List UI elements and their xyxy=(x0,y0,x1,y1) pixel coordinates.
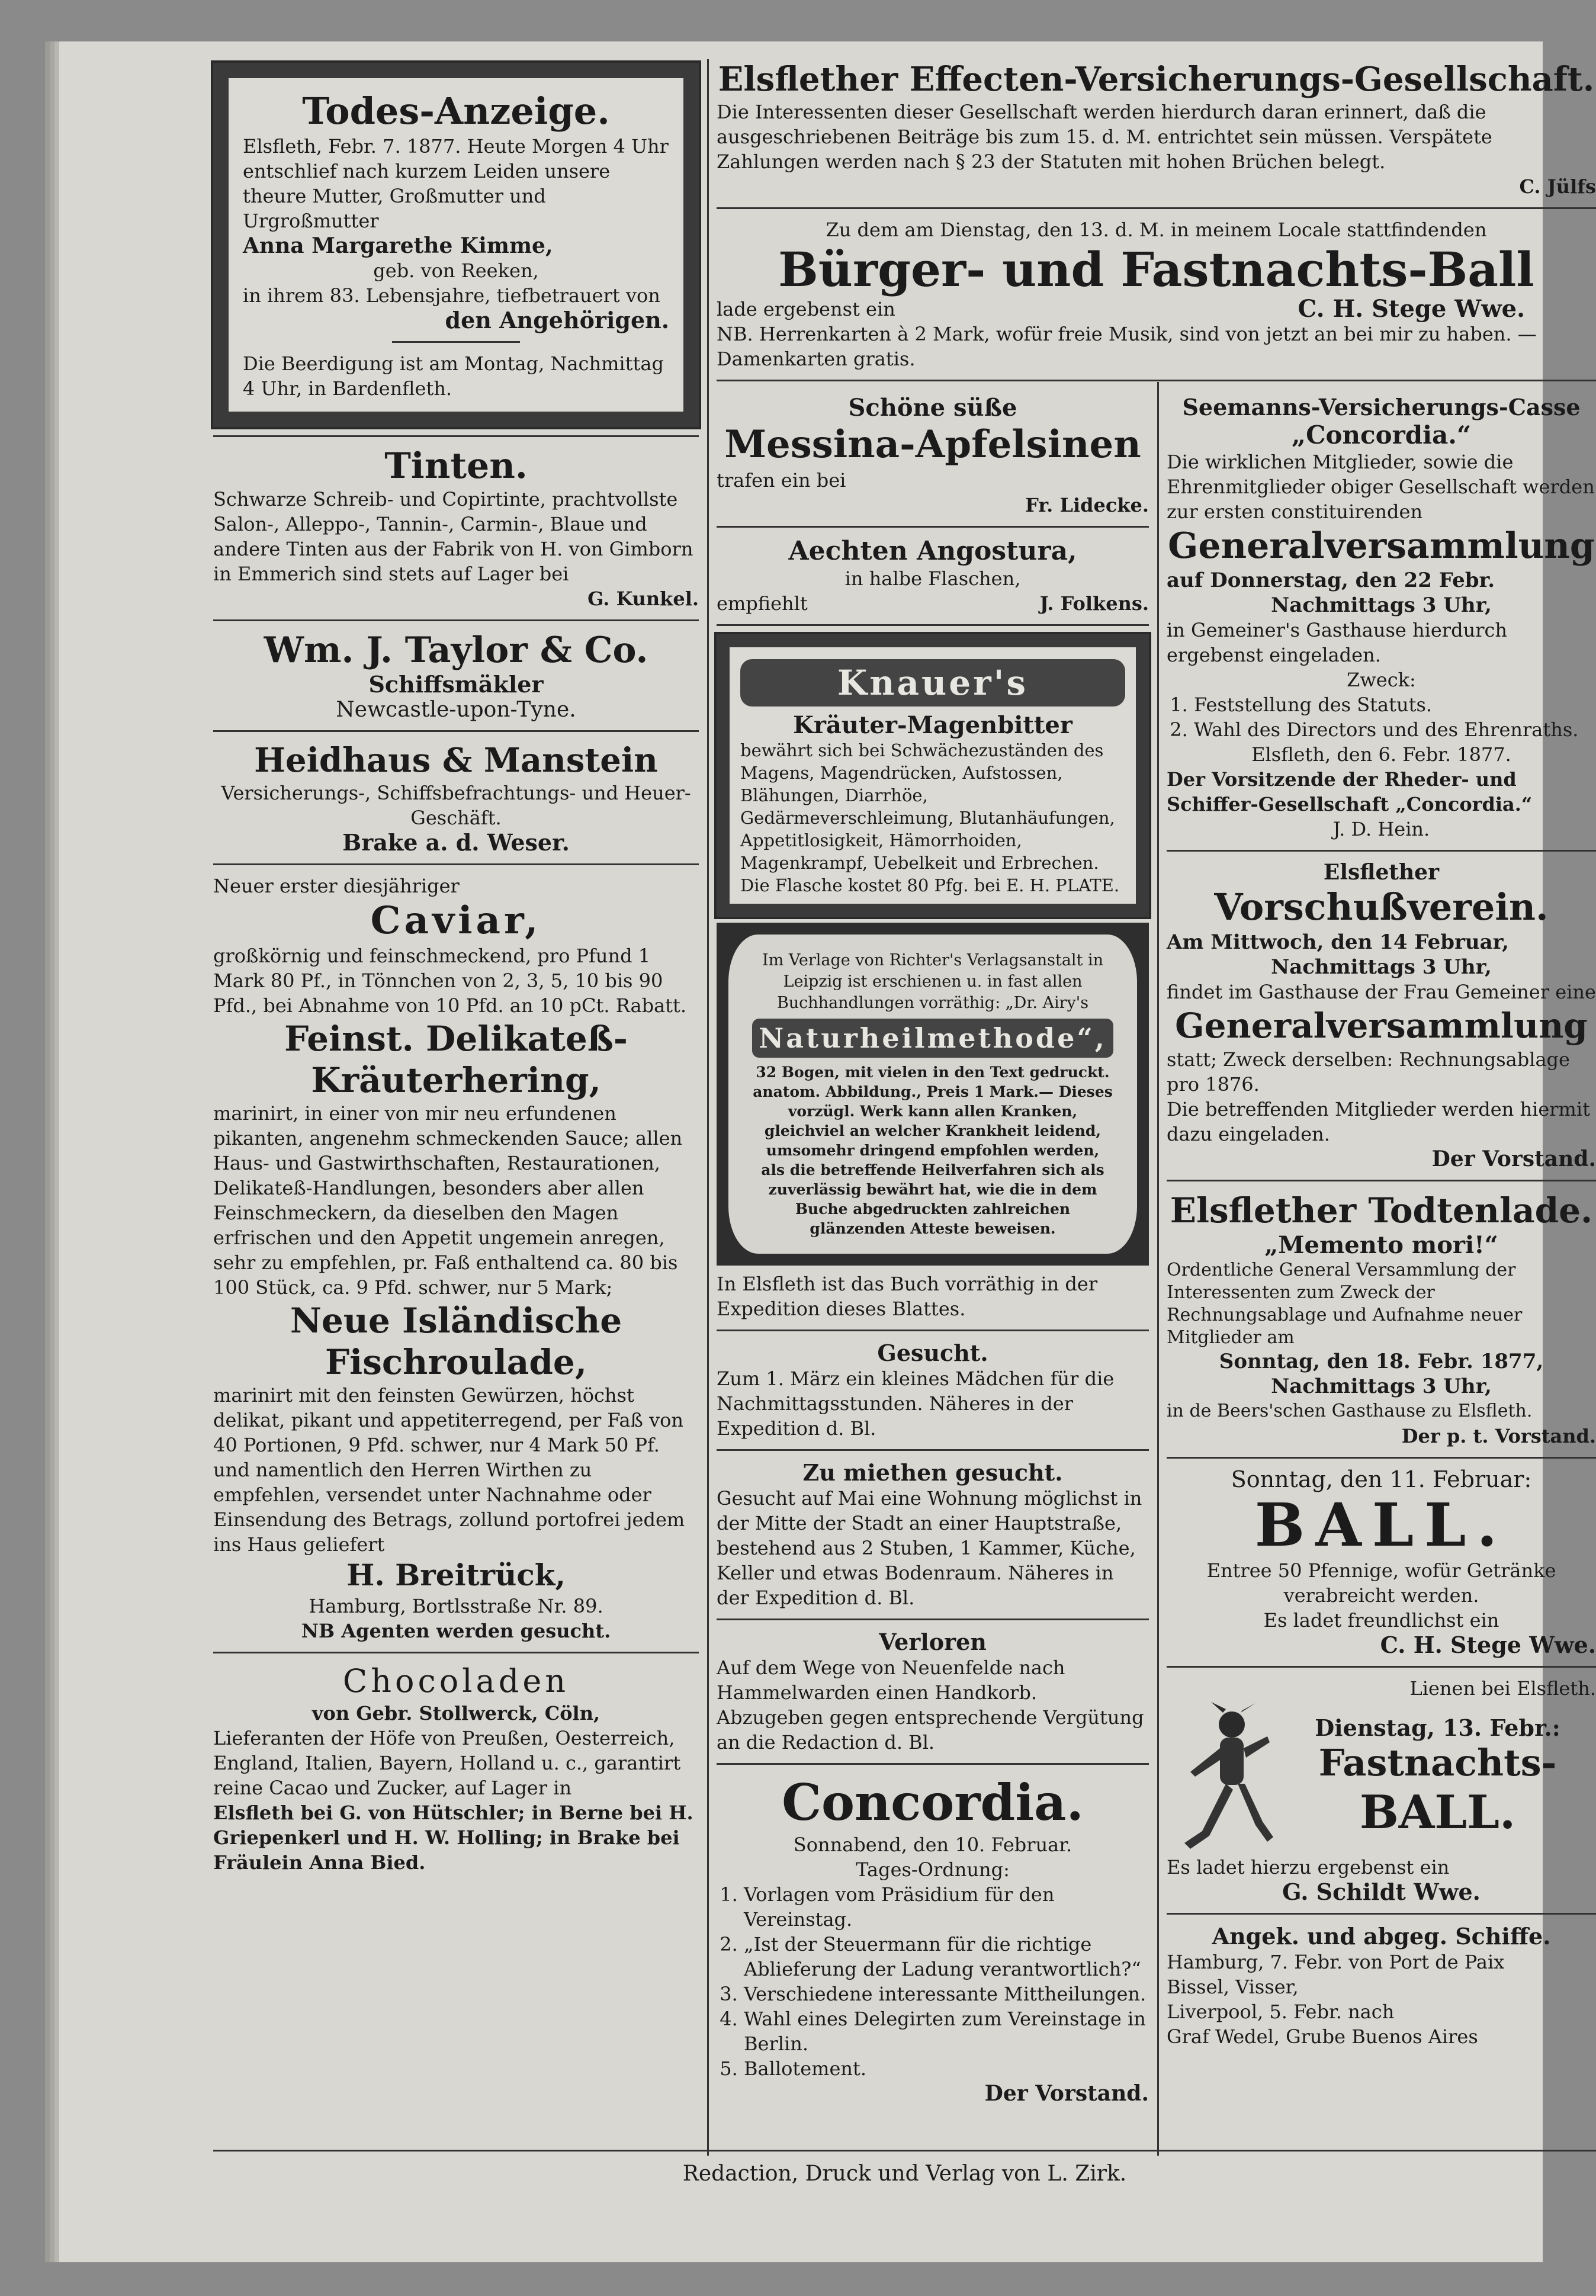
footer-imprint: Redaction, Druck und Verlag von L. Zirk. xyxy=(682,2162,1127,2186)
schiffe-row: Bissel, Visser, xyxy=(1167,1976,1299,1998)
column-left xyxy=(213,59,699,1875)
todes-anzeige xyxy=(213,63,699,427)
lienen-invite: Es ladet hierzu ergebenst ein xyxy=(1167,1856,1450,1878)
vorschuss-body3: Die betreffenden Mitglieder werden hiermit dazu eingeladen. xyxy=(1167,1098,1590,1145)
todtenlade-motto: „Memento mori!“ xyxy=(1264,1231,1498,1259)
airy-body: 32 Bogen, mit vielen in den Text gedruckt. anatom. Abbildung., Preis 1 Mark.— Dieses vorzügl. Werk kann allen Kranken, gleichviel an welcher Krankheit leidend, umsomehr dringend empfohlen werden, als die betreffende Heilverfahren sich als zuverlässig bewährt hat, wie die in dem Buche abgedruckten zahlreichen glänzenden Atteste beweisen. xyxy=(753,1064,1113,1237)
todes-name: Anna Margarethe Kimme, xyxy=(243,233,553,258)
messina-title: Messina-Apfelsinen xyxy=(724,422,1141,467)
verloren-title: Verloren xyxy=(879,1629,987,1655)
todtenlade-body: Ordentliche General Versammlung der Interessenten zum Zweck der Rechnungsablage und Aufnahme neuer Mitglieder am xyxy=(1167,1260,1523,1348)
heidhaus-ad xyxy=(213,740,699,855)
schiffe-title: Angek. und abgeg. Schiffe. xyxy=(1212,1923,1551,1950)
hering-ad xyxy=(213,1018,699,1300)
vorschuss-date1: Am Mittwoch, den 14 Februar, xyxy=(1167,930,1509,954)
choco-title: Chocoladen xyxy=(342,1662,570,1700)
concordia-items xyxy=(717,1882,1149,2081)
messina-intro: Schöne süße xyxy=(848,394,1017,422)
hering-title2: Kräuterhering, xyxy=(311,1060,601,1100)
ball-sonntag-ad xyxy=(1167,1467,1596,1658)
choco-body1: von Gebr. Stollwerck, Cöln, xyxy=(312,1702,600,1725)
taylor-ad xyxy=(213,630,699,722)
ballsonntag-date: Sonntag, den 11. Februar: xyxy=(1231,1466,1532,1492)
schiffe-row: Graf Wedel, Grube Buenos Aires xyxy=(1167,2025,1478,2048)
ball-title: Bürger- und Fastnachts-Ball xyxy=(778,242,1534,297)
column-right xyxy=(1167,394,1596,2049)
column-middle xyxy=(717,394,1149,2106)
todes-born: geb. von Reeken, xyxy=(373,259,539,282)
ball-note: NB. Herrenkarten à 2 Mark, wofür freie Musik, sind von jetzt an bei mir zu haben. — Damenkarten gratis. xyxy=(717,323,1537,370)
choco-body3: Elsfleth bei G. von Hütschler; in Berne bei H. Griepenkerl und H. W. Holling; in Brake bei Fräulein Anna Bied. xyxy=(213,1802,693,1874)
seemanns-place: in Gemeiner's Gasthause hierdurch ergebenst eingeladen. xyxy=(1167,619,1508,666)
vorschuss-intro: Elsflether xyxy=(1323,860,1440,885)
vorschuss-ad xyxy=(1167,860,1596,1171)
seemanns-date2: Nachmittags 3 Uhr, xyxy=(1271,593,1492,617)
choco-body2: Lieferanten der Höfe von Preußen, Oesterreich, England, Italien, Bayern, Holland u. c., garantirt reine Cacao und Zucker, auf Lager in xyxy=(213,1727,681,1799)
ball-signer: C. H. Stege Wwe. xyxy=(1298,295,1525,323)
knauer-ad xyxy=(717,634,1149,917)
tinten-signer: G. Kunkel. xyxy=(587,587,699,610)
caviar-ad xyxy=(213,874,699,1018)
effecten-signer: C. Jülfs xyxy=(1519,175,1596,198)
messina-signer: Fr. Lidecke. xyxy=(1025,494,1149,516)
hering-body: marinirt, in einer von mir neu erfundenen pikanten, angenehm schmeckenden Sauce; allen Haus- und Gastwirthschaften, Restaurationen, Delikateß-Handlungen, besonders aber allen Feinschmeckern, da dieselben den Magen erfrischen und den Appetit ungemein anregen, sehr zu empfehlen, pr. Faß enthaltend ca. 80 bis 100 Stück, ca. 9 Pfd. schwer, nur 5 Mark; xyxy=(213,1102,683,1299)
verloren-body: Auf dem Wege von Neuenfelde nach Hammelwarden einen Handkorb. Abzugeben gegen entsprechende Vergütung an die Redaction d. Bl. xyxy=(717,1656,1144,1754)
caviar-intro: Neuer erster diesjähriger xyxy=(213,875,460,897)
angostura-title: Aechten Angostura, xyxy=(788,536,1077,566)
todes-funeral: Die Beerdigung ist am Montag, Nachmittag 4 Uhr, in Bardenfleth. xyxy=(243,352,664,400)
lienen-title1: Fastnachts- xyxy=(1318,1741,1557,1784)
knauer-title: Knauer's xyxy=(740,659,1125,707)
tinten-title: Tinten. xyxy=(384,445,528,487)
angostura-left: empfiehlt xyxy=(717,592,808,615)
miethen-title: Zu miethen gesucht. xyxy=(802,1459,1063,1486)
miethen-body: Gesucht auf Mai eine Wohnung möglichst in der Mitte der Stadt an einer Hauptstraße, bestehend aus 2 Stuben, 1 Kammer, Küche, Keller und etwas Bodenraum. Näheres in der Expedition d. Bl. xyxy=(717,1487,1142,1609)
knauer-sub: Kräuter-Magenbitter xyxy=(793,711,1072,739)
heidhaus-place: Brake a. d. Weser. xyxy=(342,829,570,856)
todes-age: in ihrem 83. Lebensjahre, tiefbetrauert von xyxy=(243,284,660,307)
heidhaus-body: Versicherungs-, Schiffsbefrachtungs- und Heuer-Geschäft. xyxy=(221,782,691,829)
heidhaus-title: Heidhaus & Manstein xyxy=(254,741,658,780)
concordia-item: 1. Vorlagen vom Präsidium für den Vereinstag. xyxy=(744,1882,1149,1932)
lienen-place: Lienen bei Elsfleth. xyxy=(1409,1677,1596,1700)
messina-ad xyxy=(717,394,1149,518)
ballsonntag-signer: C. H. Stege Wwe. xyxy=(1380,1632,1596,1658)
todtenlade-title: Elsflether Todtenlade. xyxy=(1170,1190,1593,1231)
concordia-item: 2. „Ist der Steuermann für die richtige Ablieferung der Ladung verantwortlich?“ xyxy=(744,1932,1149,1982)
lienen-date: Dienstag, 13. Febr.: xyxy=(1315,1714,1560,1741)
newspaper-page xyxy=(59,41,1596,2262)
seemanns-item: 2. Wahl des Directors und des Ehrenraths. xyxy=(1194,717,1596,742)
seemanns-signer2: J. D. Hein. xyxy=(1332,818,1430,840)
todes-body: Elsfleth, Febr. 7. 1877. Heute Morgen 4 Uhr entschlief nach kurzem Leiden unsere theure Mutter, Großmutter und Urgroßmutter xyxy=(243,135,669,232)
verloren-ad xyxy=(717,1629,1149,1755)
seemanns-signer1: Der Vorsitzende der Rheder- und Schiffer-Gesellschaft „Concordia.“ xyxy=(1167,768,1533,815)
seemanns-name: „Concordia.“ xyxy=(1291,420,1472,449)
ball-invite: lade ergebenst ein xyxy=(717,298,895,320)
taylor-sub: Schiffsmäkler xyxy=(368,671,544,698)
miethen-ad xyxy=(717,1459,1149,1610)
caviar-title: Caviar, xyxy=(370,898,542,943)
vorschuss-body: findet im Gasthause der Frau Gemeiner eine xyxy=(1167,981,1596,1003)
vorschuss-body2: statt; Zweck derselben: Rechnungsablage pro 1876. xyxy=(1167,1048,1570,1096)
vorschuss-signer: Der Vorstand. xyxy=(1431,1147,1596,1171)
top-wide-section xyxy=(717,59,1596,390)
seemanns-body: Die wirklichen Mitglieder, sowie die Ehrenmitglieder obiger Gesellschaft werden zur ersten constituirenden xyxy=(1167,451,1595,523)
tinten-ad xyxy=(213,445,699,611)
ball-intro: Zu dem am Dienstag, den 13. d. M. in meinem Locale stattfindenden xyxy=(826,219,1487,241)
vorschuss-title: Vorschußverein. xyxy=(1214,885,1549,929)
knauer-body: bewährt sich bei Schwächezuständen des Magens, Magendrücken, Aufstossen, Blähungen, Diarrhöe, Gedärmeverschleimung, Blutanhäufungen, Appetitlosigkeit, Hämorrhoiden, Magenkrampf, Uebelkeit und Erbrechen. Die Flasche kostet 80 Pfg. bei E. H. PLATE. xyxy=(740,740,1120,895)
ballsonntag-title: BALL. xyxy=(1254,1490,1508,1560)
schiffe-row: Hamburg, 7. Febr. von Port de Paix xyxy=(1167,1951,1505,1973)
concordia-item: 5. Ballotement. xyxy=(744,2056,1149,2081)
lienen-ad xyxy=(1167,1676,1596,1905)
vorschuss-date2: Nachmittags 3 Uhr, xyxy=(1271,955,1492,979)
taylor-title: Wm. J. Taylor & Co. xyxy=(264,630,648,671)
tinten-body: Schwarze Schreib- und Copirtinte, prachtvollste Salon-, Alleppo-, Tannin-, Carmin-, Blaue und andere Tinten aus der Fabrik von H. von Gimborn in Emmerich sind stets auf Lager bei xyxy=(213,488,693,585)
airy-intro: Im Verlage von Richter's Verlagsanstalt in Leipzig ist erschienen u. in fast allen Buchhandlungen vorräthig: „Dr. Airy's xyxy=(762,951,1104,1012)
seemanns-items xyxy=(1167,692,1596,742)
airy-title: Naturheilmethode“, xyxy=(752,1019,1113,1058)
concordia-title: Concordia. xyxy=(782,1773,1084,1832)
concordia-item: 4. Wahl eines Delegirten zum Vereinstage in Berlin. xyxy=(744,2006,1149,2056)
gesucht-ad xyxy=(717,1340,1149,1441)
choco-ad xyxy=(213,1662,699,1875)
taylor-place: Newcastle-upon-Tyne. xyxy=(336,698,576,722)
concordia-signer: Der Vorstand. xyxy=(984,2081,1149,2106)
todtenlade-date2: Nachmittags 3 Uhr, xyxy=(1271,1375,1492,1398)
effecten-body: Die Interessenten dieser Gesellschaft werden hierdurch daran erinnert, daß die ausgeschriebenen Beiträge bis zum 15. d. M. entrichtet sein müssen. Verspätete Zahlungen werden nach § 23 der Statuten mit hohen Brüchen belegt. xyxy=(717,101,1492,173)
messina-body: trafen ein bei xyxy=(717,469,846,492)
effecten-title: Elsflether Effecten-Versicherungs-Gesellschaft. xyxy=(718,60,1595,99)
concordia-item: 3. Verschiedene interessante Mittheilungen. xyxy=(744,1982,1149,2006)
todtenlade-date1: Sonntag, den 18. Febr. 1877, xyxy=(1219,1350,1544,1373)
todes-title: Todes-Anzeige. xyxy=(302,89,610,133)
gesucht-title: Gesucht. xyxy=(877,1340,988,1366)
angostura-body: in halbe Flaschen, xyxy=(844,567,1021,590)
jester-illustration-icon xyxy=(1167,1701,1279,1855)
fisch-title2: Fischroulade, xyxy=(325,1342,587,1382)
ballsonntag-body: Entree 50 Pfennige, wofür Getränke verabreicht werden. xyxy=(1206,1559,1556,1607)
seemanns-big: Generalversammlung xyxy=(1168,525,1595,567)
hering-title1: Feinst. Delikateß- xyxy=(284,1019,628,1059)
todtenlade-place: in de Beers'schen Gasthause zu Elsfleth. xyxy=(1167,1401,1533,1421)
seemanns-title: Seemanns-Versicherungs-Casse xyxy=(1182,394,1581,420)
fisch-place: Hamburg, Bortlsstraße Nr. 89. xyxy=(309,1595,603,1617)
concordia-ad xyxy=(717,1773,1149,2106)
lienen-title2: BALL. xyxy=(1359,1786,1516,1839)
seemanns-dateline: Elsfleth, den 6. Febr. 1877. xyxy=(1251,743,1511,766)
todtenlade-signer: Der p. t. Vorstand. xyxy=(1401,1425,1596,1447)
seemanns-item: 1. Feststellung des Statuts. xyxy=(1194,692,1596,717)
todtenlade-ad xyxy=(1167,1190,1596,1449)
fisch-agents: NB Agenten werden gesucht. xyxy=(301,1620,611,1642)
airy-after: In Elsfleth ist das Buch vorräthig in der Expedition dieses Blattes. xyxy=(717,1273,1098,1320)
fisch-ad xyxy=(213,1300,699,1643)
caviar-body: großkörnig und feinschmeckend, pro Pfund 1 Mark 80 Pf., in Tönnchen von 2, 3, 5, 10 bis 90 Pfd., bei Abnahme von 10 Pfd. an 10 pCt. Rabatt. xyxy=(213,945,687,1017)
fisch-body: marinirt mit den feinsten Gewürzen, höchst delikat, pikant und appetiterregend, per Faß von 40 Portionen, 9 Pfd. schwer, nur 4 Mark 50 Pf. und namentlich den Herren Wirthen zu empfehlen, versendet unter Nachnahme oder Einsendung des Betrags, zollund portofrei jedem ins Haus geliefert xyxy=(213,1384,685,1556)
concordia-order: Tages-Ordnung: xyxy=(856,1858,1010,1881)
concordia-date: Sonnabend, den 10. Februar. xyxy=(793,1833,1072,1856)
schiffe-section xyxy=(1167,1923,1596,2049)
ballsonntag-invite: Es ladet freundlichst ein xyxy=(1263,1609,1499,1632)
angostura-ad xyxy=(717,536,1149,616)
schiffe-row: Liverpool, 5. Febr. nach xyxy=(1167,2000,1395,2023)
seemanns-date1: auf Donnerstag, den 22 Febr. xyxy=(1167,569,1495,592)
todes-family: den Angehörigen. xyxy=(445,307,669,333)
fisch-signer: H. Breitrück, xyxy=(346,1558,566,1592)
seemanns-ad xyxy=(1167,394,1596,842)
lienen-signer: G. Schildt Wwe. xyxy=(1282,1878,1481,1905)
vorschuss-big: Generalversammlung xyxy=(1175,1006,1588,1046)
airy-ad xyxy=(717,923,1149,1266)
seemanns-zweck: Zweck: xyxy=(1347,669,1416,691)
angostura-signer: J. Folkens. xyxy=(1039,592,1149,615)
gesucht-body: Zum 1. März ein kleines Mädchen für die Nachmittagsstunden. Näheres in der Expedition d. Bl. xyxy=(717,1367,1115,1440)
fisch-title1: Neue Isländische xyxy=(290,1300,622,1341)
